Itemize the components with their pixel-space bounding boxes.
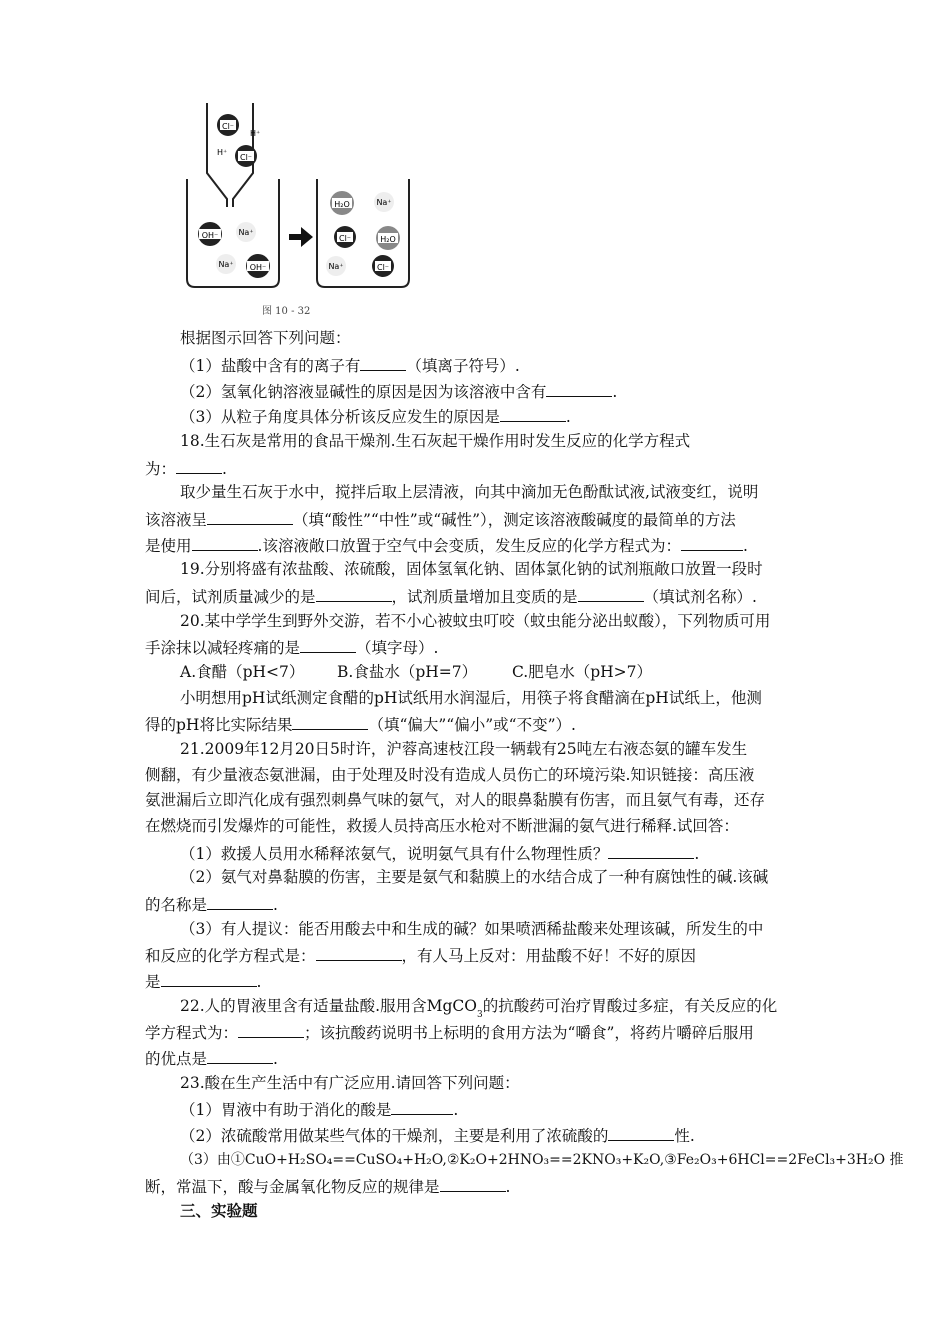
- q21-line3: 氨泄漏后立即汽化成有强烈刺鼻气味的氨气，对人的眼鼻黏膜有伤害，而且氨气有毒，还存: [145, 791, 766, 809]
- q23-part3-cont: 断，常温下，酸与金属氧化物反应的规律是 .: [145, 1175, 510, 1197]
- q21-line2: 侧翻，有少量液态氨泄漏，由于处理及时没有造成人员伤亡的环境污染.知识链接：高压液: [145, 766, 755, 784]
- answer-blank[interactable]: [316, 944, 402, 961]
- section-heading: 三、实验题: [180, 1202, 258, 1220]
- answer-blank[interactable]: [578, 585, 644, 602]
- answer-blank[interactable]: [440, 1175, 506, 1192]
- answer-blank[interactable]: [391, 1098, 453, 1115]
- q18-line3: 取少量生石灰于水中，搅拌后取上层清液，向其中滴加无色酚酞试液,试液变红，说明: [180, 483, 759, 501]
- q23-part1: （1）胃液中有助于消化的酸是 .: [180, 1098, 458, 1120]
- svg-text:OH⁻: OH⁻: [249, 263, 267, 272]
- q21-part2: （2）氨气对鼻黏膜的伤害，主要是氨气和黏膜上的水结合成了一种有腐蚀性的碱.该碱: [180, 868, 769, 886]
- answer-blank[interactable]: [207, 1047, 273, 1064]
- svg-text:Na⁺: Na⁺: [376, 198, 392, 207]
- arrow-icon: [289, 227, 313, 247]
- q20-option-b: B.食盐水（pH=7）: [337, 663, 478, 681]
- q23-part2: （2）浓硫酸常用做某些气体的干燥剂，主要是利用了浓硫酸的 性.: [180, 1124, 695, 1146]
- ion-cl: [217, 114, 239, 136]
- q19-line2: 间后，试剂质量减少的是 ，试剂质量增加且变质的是 （填试剂名称）.: [145, 585, 757, 607]
- q22-line3: 的优点是 .: [145, 1047, 278, 1069]
- q21-part3-end: 是 .: [145, 970, 261, 992]
- q17-intro: 根据图示回答下列问题：: [180, 329, 351, 347]
- answer-blank[interactable]: [316, 585, 392, 602]
- q18-line1: 18.生石灰是常用的食品干燥剂.生石灰起干燥作用时发生反应的化学方程式: [180, 432, 691, 450]
- q17-part3: （3）从粒子角度具体分析该反应发生的原因是 .: [180, 405, 571, 427]
- q21-part1: （1）救援人员用水稀释浓氨气，说明氨气具有什么物理性质？ .: [180, 842, 699, 864]
- svg-text:H₂O: H₂O: [380, 235, 396, 244]
- q18-line5: 是使用 .该溶液敞口放置于空气中会变质，发生反应的化学方程式为： .: [145, 534, 748, 556]
- svg-text:Cl⁻: Cl⁻: [338, 234, 352, 243]
- ion-na: [326, 256, 346, 276]
- answer-blank[interactable]: [681, 534, 743, 551]
- ion-oh: [198, 222, 222, 246]
- ion-cl: [235, 145, 257, 167]
- q21-line1: 21.2009年12月20日5时许，沪蓉高速枝江段一辆载有25吨左右液态氨的罐车发生: [180, 740, 748, 758]
- svg-text:H₂O: H₂O: [334, 200, 350, 209]
- answer-blank[interactable]: [608, 1124, 674, 1141]
- q20-option-c: C.肥皂水（pH>7）: [512, 663, 653, 681]
- answer-blank[interactable]: [500, 405, 566, 422]
- q20-line2: 手涂抹以减轻疼痛的是 （填字母）.: [145, 636, 438, 658]
- answer-blank[interactable]: [608, 842, 694, 859]
- svg-text:Cl⁻: Cl⁻: [221, 122, 235, 131]
- svg-text:Na⁺: Na⁺: [238, 228, 254, 237]
- answer-blank[interactable]: [161, 970, 257, 987]
- q17-part2: （2）氢氧化钠溶液显碱性的原因是因为该溶液中含有 .: [180, 380, 617, 402]
- q21-line4: 在燃烧而引发爆炸的可能性，救援人员持高压水枪对不断泄漏的氨气进行稀释.试回答：: [145, 817, 739, 835]
- q22-line2: 学方程式为： ；该抗酸药说明书上标明的食用方法为“嚼食”，将药片嚼碎后服用: [145, 1021, 754, 1043]
- q21-part3: （3）有人提议：能否用酸去中和生成的碱？如果喷洒稀盐酸来处理该碱，所发生的中: [180, 920, 764, 938]
- answer-blank[interactable]: [360, 354, 406, 371]
- q20-line4: 小明想用pH试纸测定食醋的pH试纸用水润湿后，用筷子将食醋滴在pH试纸上，他测: [180, 689, 762, 707]
- q21-part2-cont: 的名称是 .: [145, 893, 278, 915]
- ion-oh: [246, 254, 270, 278]
- ion-na: [374, 192, 394, 212]
- answer-blank[interactable]: [192, 534, 258, 551]
- q22-line1: 22.人的胃液里含有适量盐酸.服用含MgCO$_3$的抗酸药可治疗胃酸过多症，有关反应的化: [180, 997, 778, 1020]
- svg-text:Na⁺: Na⁺: [218, 260, 234, 269]
- q23-part3: （3）由①CuO+H₂SO₄==CuSO₄+H₂O,②K₂O+2HNO₃==2KNO₃+K₂O,③Fe₂O₃+6HCl==2FeCl₃+3H₂O 推: [180, 1152, 904, 1168]
- q18-line2: 为： .: [145, 457, 227, 479]
- ion-na: [236, 222, 256, 242]
- q23-line1: 23.酸在生产生活中有广泛应用.请回答下列问题：: [180, 1074, 520, 1092]
- svg-text:OH⁻: OH⁻: [201, 231, 219, 240]
- svg-text:Cl⁻: Cl⁻: [376, 263, 390, 272]
- answer-blank[interactable]: [292, 713, 368, 730]
- answer-blank[interactable]: [176, 457, 222, 474]
- reaction-diagram: [183, 103, 413, 315]
- svg-text:Cl⁻: Cl⁻: [239, 153, 253, 162]
- answer-blank[interactable]: [207, 508, 293, 525]
- q20-line5: 得的pH将比实际结果 （填“偏大”“偏小”或“不变”）.: [145, 713, 576, 735]
- answer-blank[interactable]: [238, 1021, 304, 1038]
- ion-h: H⁺: [250, 129, 261, 138]
- molecule-h2o: [376, 226, 400, 250]
- answer-blank[interactable]: [207, 893, 273, 910]
- q17-part1: （1）盐酸中含有的离子有 （填离子符号）.: [180, 354, 520, 376]
- ion-cl: [334, 226, 356, 248]
- figure-caption: 图 10 - 32: [262, 306, 311, 317]
- answer-blank[interactable]: [546, 380, 612, 397]
- svg-text:Na⁺: Na⁺: [328, 262, 344, 271]
- ion-cl: [372, 255, 394, 277]
- q18-line4: 该溶液呈 （填“酸性”“中性”或“碱性”），测定该溶液酸碱度的最简单的方法: [145, 508, 736, 530]
- ion-na: [216, 254, 236, 274]
- q19-line1: 19.分别将盛有浓盐酸、浓硫酸，固体氢氧化钠、固体氯化钠的试剂瓶敞口放置一段时: [180, 560, 763, 578]
- q20-line1: 20.某中学学生到野外交游，若不小心被蚊虫叮咬（蚊虫能分泌出蚁酸），下列物质可用: [180, 612, 771, 630]
- q21-part3-cont: 和反应的化学方程式是： ，有人马上反对：用盐酸不好！不好的原因: [145, 944, 696, 966]
- q20-option-a: A.食醋（pH<7）: [180, 663, 305, 681]
- molecule-h2o: [330, 191, 354, 215]
- answer-blank[interactable]: [300, 636, 356, 653]
- ion-h: H⁺: [217, 148, 228, 157]
